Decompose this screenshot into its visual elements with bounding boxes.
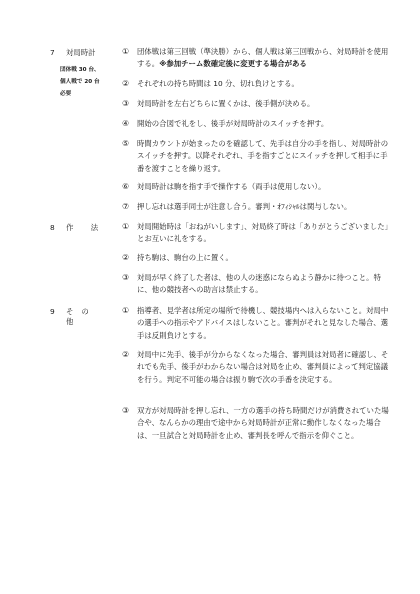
item-number: ③ [122, 273, 130, 282]
item-number: ① [122, 222, 130, 231]
item-text-main: 団体戦は第三回戦（準決勝）から、個人戦は第三回戦から、対局時計を使用する。 [137, 47, 389, 69]
item-number: ③ [122, 406, 130, 415]
item-text: 対局中に先手、後手が分からなくなった場合、審判員は対局者に確認し、それでも先手、後手がわからない場合は対局を止め、審判員によって判定協議を行う。判定不可能の場合は振り駒で次の手番を決定する。 [137, 350, 389, 384]
item-number: ② [122, 350, 130, 359]
list-item [122, 272, 390, 297]
section-note [60, 64, 100, 100]
item-number: ④ [122, 119, 130, 128]
item-text: 対局時計は駒を指す手で操作する（両手は使用しない）。 [137, 182, 326, 191]
item-text-note: ※参加チーム数確定後に変更する場合がある [159, 59, 307, 69]
item-text: 対局が早く終了した者は、他の人の迷惑にならぬよう静かに待つこと。特に、他の競技者への助言は禁止する。 [137, 273, 381, 295]
list-item [122, 221, 390, 246]
item-number: ① [122, 306, 130, 315]
list-item [122, 118, 390, 130]
item-text: 対局開始時は「おねがいします」、対局終了時は「ありがとうございました」とお互いに礼をする。 [137, 222, 389, 244]
item-number: ③ [122, 99, 130, 108]
section-title: 対局時計 [66, 48, 96, 57]
item-text: 対局時計を左右どちらに置くかは、後手側が決める。 [137, 99, 315, 108]
item-number: ② [122, 79, 130, 88]
section-number: 8 [50, 223, 55, 232]
item-text: 押し忘れは選手同士が注意し合う。審判・ｵﾌｨｼｬﾙは関与しない。 [137, 202, 352, 211]
item-number: ② [122, 253, 130, 262]
item-text: 持ち駒は、駒台の上に置く。 [137, 253, 233, 262]
list-item [122, 305, 390, 342]
list-item [122, 46, 390, 71]
list-item [122, 349, 390, 386]
item-text: 指導者、見学者は所定の場所で待機し、競技場内へは入らないこと。対局中の選手への指示やアドバイスはしないこと。審判がそれと見なした場合、選手は反則負けとする。 [137, 306, 389, 340]
item-number: ⑦ [122, 202, 130, 211]
list-item [122, 252, 390, 264]
item-number: ⑤ [122, 139, 130, 148]
item-number: ⑥ [122, 182, 130, 191]
item-text: それぞれの持ち時間は 10 分、切れ負けとする。 [137, 79, 299, 88]
section-number: 7 [50, 48, 55, 57]
note-line: 団体戦 30 台、 [60, 67, 100, 73]
item-number: ① [122, 47, 130, 56]
item-text: 開始の合図で礼をし、後手が対局時計のスイッチを押す。 [137, 119, 329, 128]
item-text: 時間カウントが始まったのを確認して、先手は自分の手を指し、対局時計のスイッチを押す。以降それぞれ、手を指すごとにスイッチを押して相手に手番を渡すことを繰り返す。 [137, 139, 389, 173]
list-item [122, 405, 390, 442]
note-line: 必要 [60, 91, 72, 97]
section-title: その他 [66, 307, 97, 326]
item-text [137, 46, 390, 71]
item-text: 双方が対局時計を押し忘れ、一方の選手の持ち時間だけが消費されていた場合や、なんらかの理由で途中から対局時計が正常に動作しなくなった場合は、一旦試合と対局時計を止め、審判長を呼んで指示を仰ぐこと。 [137, 406, 389, 440]
list-item [122, 78, 390, 90]
list-item [122, 138, 390, 175]
note-line: 個人戦で 20 台 [60, 79, 100, 85]
section-number: 9 [50, 307, 55, 316]
list-item [122, 98, 390, 110]
list-item [122, 201, 390, 213]
list-item [122, 181, 390, 193]
section-title: 作 法 [66, 223, 104, 232]
